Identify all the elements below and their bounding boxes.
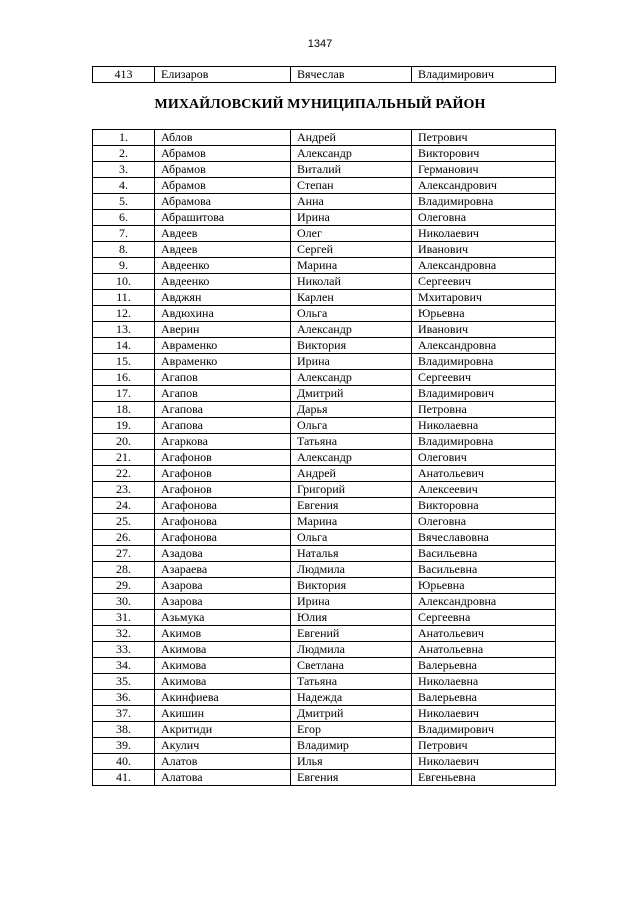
row-number: 5. [93,194,155,210]
table-row [93,338,556,354]
row-number: 29. [93,578,155,594]
name-cell: Наталья [291,546,412,562]
table-row [93,162,556,178]
name-cell: Александр [291,322,412,338]
table-row [93,322,556,338]
patronymic-cell: Владимировна [412,434,556,450]
name-cell: Дмитрий [291,706,412,722]
row-number: 16. [93,370,155,386]
patronymic-cell: Мхитарович [412,290,556,306]
row-number: 24. [93,498,155,514]
name-cell: Илья [291,754,412,770]
name-cell: Марина [291,514,412,530]
name-cell: Григорий [291,482,412,498]
row-number: 18. [93,402,155,418]
patronymic-cell: Олеговна [412,514,556,530]
surname-cell: Агафонов [155,482,291,498]
patronymic-cell: Иванович [412,242,556,258]
surname-cell: Акимова [155,642,291,658]
surname-cell: Агапова [155,402,291,418]
surname-cell: Авраменко [155,354,291,370]
name-cell: Александр [291,146,412,162]
patronymic-cell: Николаевна [412,418,556,434]
table-row [93,418,556,434]
table-row [93,738,556,754]
surname-cell: Абрамов [155,162,291,178]
patronymic-cell: Васильевна [412,562,556,578]
name-cell: Егор [291,722,412,738]
patronymic-cell: Юрьевна [412,306,556,322]
name-cell: Ирина [291,210,412,226]
patronymic-cell: Евгеньевна [412,770,556,786]
row-number: 23. [93,482,155,498]
surname-cell: Елизаров [155,67,291,83]
table-row [93,674,556,690]
table-row [93,67,556,83]
table-row [93,466,556,482]
surname-cell: Азарова [155,594,291,610]
surname-cell: Алатова [155,770,291,786]
table-row [93,258,556,274]
name-cell: Олег [291,226,412,242]
row-number: 13. [93,322,155,338]
surname-cell: Авдеев [155,226,291,242]
table-row [93,642,556,658]
row-number: 11. [93,290,155,306]
name-cell: Ольга [291,418,412,434]
name-cell: Сергей [291,242,412,258]
patronymic-cell: Викторовна [412,498,556,514]
surname-cell: Абрамов [155,146,291,162]
name-cell: Ольга [291,306,412,322]
patronymic-cell: Петрович [412,130,556,146]
table-row [93,386,556,402]
table-row [93,290,556,306]
patronymic-cell: Николаевич [412,706,556,722]
surname-cell: Авдеев [155,242,291,258]
surname-cell: Агафонова [155,530,291,546]
table-row [93,610,556,626]
surname-cell: Акулич [155,738,291,754]
table-row [93,530,556,546]
patronymic-cell: Васильевна [412,546,556,562]
patronymic-cell: Сергеевна [412,610,556,626]
name-cell: Карлен [291,290,412,306]
name-cell: Александр [291,450,412,466]
row-number: 22. [93,466,155,482]
patronymic-cell: Владимирович [412,67,556,83]
table-row [93,178,556,194]
name-cell: Надежда [291,690,412,706]
patronymic-cell: Николаевна [412,674,556,690]
patronymic-cell: Анатольевич [412,466,556,482]
surname-cell: Аблов [155,130,291,146]
name-cell: Ольга [291,530,412,546]
row-number: 37. [93,706,155,722]
patronymic-cell: Валерьевна [412,690,556,706]
table-row [93,482,556,498]
name-cell: Андрей [291,466,412,482]
row-number: 27. [93,546,155,562]
table-row [93,514,556,530]
table-row [93,450,556,466]
name-cell: Светлана [291,658,412,674]
row-number: 3. [93,162,155,178]
patronymic-cell: Юрьевна [412,578,556,594]
row-number: 17. [93,386,155,402]
name-cell: Татьяна [291,434,412,450]
table-row [93,546,556,562]
patronymic-cell: Сергеевич [412,274,556,290]
name-cell: Людмила [291,642,412,658]
table-row [93,194,556,210]
name-cell: Андрей [291,130,412,146]
row-number: 1. [93,130,155,146]
patronymic-cell: Германович [412,162,556,178]
surname-cell: Авдеенко [155,274,291,290]
patronymic-cell: Петрович [412,738,556,754]
table-row [93,626,556,642]
page-number: 1347 [307,38,333,50]
name-cell: Степан [291,178,412,194]
row-number: 40. [93,754,155,770]
patronymic-cell: Николаевич [412,754,556,770]
row-number: 39. [93,738,155,754]
surname-cell: Азадова [155,546,291,562]
table-row [93,306,556,322]
surname-cell: Абрашитова [155,210,291,226]
patronymic-cell: Валерьевна [412,658,556,674]
table-row [93,594,556,610]
patronymic-cell: Вячеславовна [412,530,556,546]
patronymic-cell: Алексеевич [412,482,556,498]
row-number: 35. [93,674,155,690]
row-number: 14. [93,338,155,354]
table-row [93,706,556,722]
surname-cell: Агафонова [155,498,291,514]
row-number: 19. [93,418,155,434]
name-cell: Владимир [291,738,412,754]
surname-cell: Агафонова [155,514,291,530]
surname-cell: Аверин [155,322,291,338]
surname-cell: Агапов [155,386,291,402]
row-number: 15. [93,354,155,370]
surname-cell: Агафонов [155,466,291,482]
patronymic-cell: Викторович [412,146,556,162]
surname-cell: Азарова [155,578,291,594]
surname-cell: Абрамова [155,194,291,210]
row-number: 32. [93,626,155,642]
surname-cell: Акишин [155,706,291,722]
table-row [93,274,556,290]
patronymic-cell: Владимирович [412,722,556,738]
patronymic-cell: Петровна [412,402,556,418]
table-row [93,578,556,594]
table-row [93,130,556,146]
table-row [93,146,556,162]
surname-cell: Акинфиева [155,690,291,706]
row-number: 34. [93,658,155,674]
table-row [93,226,556,242]
patronymic-cell: Олегович [412,450,556,466]
name-cell: Виктория [291,338,412,354]
row-number: 41. [93,770,155,786]
name-cell: Ирина [291,594,412,610]
row-number: 38. [93,722,155,738]
name-cell: Татьяна [291,674,412,690]
name-cell: Виктория [291,578,412,594]
table-row [93,242,556,258]
row-number: 31. [93,610,155,626]
patronymic-cell: Олеговна [412,210,556,226]
name-cell: Вячеслав [291,67,412,83]
table-row [93,498,556,514]
row-number: 9. [93,258,155,274]
table-row [93,434,556,450]
name-cell: Анна [291,194,412,210]
table-row [93,722,556,738]
name-cell: Ирина [291,354,412,370]
surname-cell: Азьмука [155,610,291,626]
table-row [93,210,556,226]
name-cell: Юлия [291,610,412,626]
table-row [93,370,556,386]
row-number: 10. [93,274,155,290]
row-number: 21. [93,450,155,466]
surname-cell: Алатов [155,754,291,770]
surname-cell: Авдюхина [155,306,291,322]
name-cell: Людмила [291,562,412,578]
surname-cell: Абрамов [155,178,291,194]
patronymic-cell: Александрович [412,178,556,194]
patronymic-cell: Александровна [412,258,556,274]
name-cell: Дарья [291,402,412,418]
table-row [93,658,556,674]
surname-cell: Агапова [155,418,291,434]
row-number: 8. [93,242,155,258]
surname-cell: Акимова [155,674,291,690]
name-cell: Марина [291,258,412,274]
row-number: 7. [93,226,155,242]
row-number: 20. [93,434,155,450]
row-number: 36. [93,690,155,706]
surname-cell: Акритиди [155,722,291,738]
surname-cell: Авдеенко [155,258,291,274]
row-number: 12. [93,306,155,322]
table-row [93,354,556,370]
surname-cell: Агапов [155,370,291,386]
surname-cell: Акимов [155,626,291,642]
table-row [93,690,556,706]
name-cell: Александр [291,370,412,386]
row-number: 25. [93,514,155,530]
table-row [93,562,556,578]
surname-cell: Агаркова [155,434,291,450]
patronymic-cell: Владимировна [412,354,556,370]
name-cell: Николай [291,274,412,290]
row-number: 30. [93,594,155,610]
name-cell: Виталий [291,162,412,178]
surname-cell: Азараева [155,562,291,578]
surname-cell: Агафонов [155,450,291,466]
patronymic-cell: Анатольевна [412,642,556,658]
surname-cell: Авраменко [155,338,291,354]
patronymic-cell: Иванович [412,322,556,338]
patronymic-cell: Владимирович [412,386,556,402]
top-table [92,66,556,83]
row-number: 33. [93,642,155,658]
table-row [93,402,556,418]
name-cell: Евгения [291,770,412,786]
patronymic-cell: Александровна [412,594,556,610]
row-number: 28. [93,562,155,578]
patronymic-cell: Николаевич [412,226,556,242]
row-number: 2. [93,146,155,162]
surname-cell: Авджян [155,290,291,306]
table-row [93,770,556,786]
section-title: МИХАЙЛОВСКИЙ МУНИЦИПАЛЬНЫЙ РАЙОН [154,97,486,112]
name-cell: Евгения [291,498,412,514]
name-cell: Дмитрий [291,386,412,402]
row-number: 4. [93,178,155,194]
patronymic-cell: Владимировна [412,194,556,210]
row-number: 413 [93,67,155,83]
patronymic-cell: Анатольевич [412,626,556,642]
name-cell: Евгений [291,626,412,642]
names-table [92,129,556,786]
row-number: 6. [93,210,155,226]
table-row [93,754,556,770]
patronymic-cell: Сергеевич [412,370,556,386]
row-number: 26. [93,530,155,546]
surname-cell: Акимова [155,658,291,674]
patronymic-cell: Александровна [412,338,556,354]
